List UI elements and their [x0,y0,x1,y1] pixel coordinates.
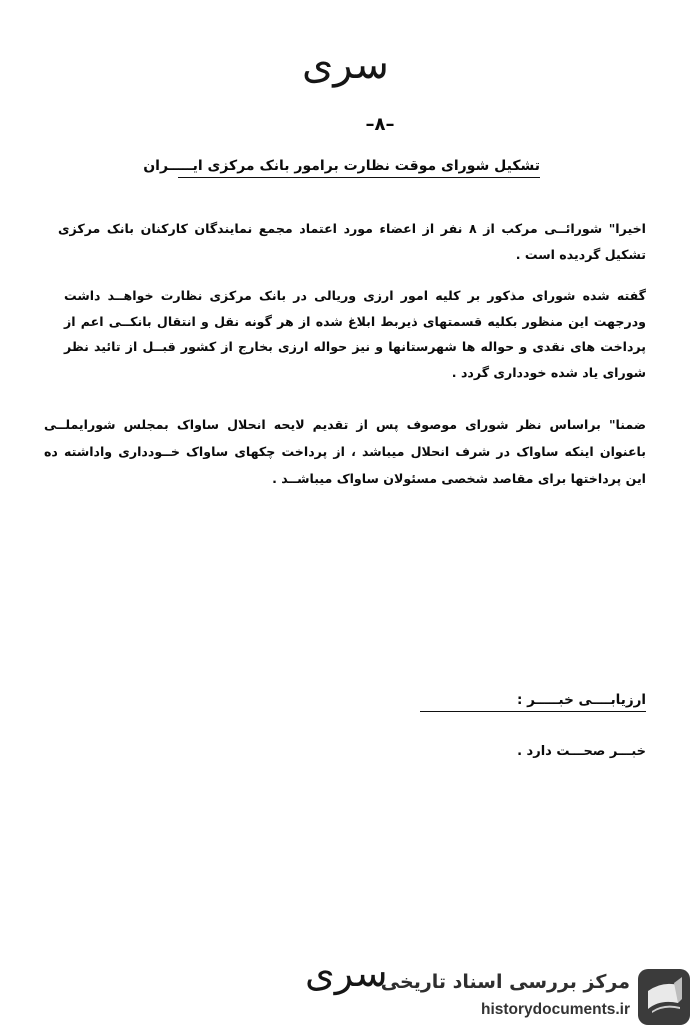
document-subject: تشکیل شورای موقت نظارت برامور بانک مرکزی ایـــــران [178,158,540,178]
book-logo-icon [638,969,690,1025]
assessment-text: خبـــر صحـــت دارد . [517,744,646,759]
archive-website: historydocuments.ir [481,1001,630,1018]
classification-stamp-top: سری [302,42,389,88]
paragraph-1: اخیرا" شورائــی مرکب از ۸ نفر از اعضاء مورد اعتماد مجمع نمایندگان کارکنان بانک مرکزی تشکیل گردیده است . [58,221,646,262]
archive-organization-name: مرکز بررسی اسناد تاریخی [380,971,630,993]
classification-stamp-bottom: سری [305,951,388,995]
archive-watermark [380,965,696,1031]
document-number: –۸– [365,114,395,135]
assessment-label: ارزیابــــی خبـــــر : [420,692,646,712]
paragraph-2: گفته شده شورای مذکور بر کلیه امور ارزی وریالی در بانک مرکزی نظارت خواهــد داشت ودرجهت این منظور بکلیه قسمتهای ذیربط ابلاغ شده از هر گونه نقل و انتقال بانکــی اعم از پرداخت های نقدی و حواله ها شهرستانها و نیز حواله ارزی بخارج از کشور قبــل از تائید نظر شورای یاد شده خودداری گردد . [64,288,646,380]
paragraph-3: ضمنا" براساس نظر شورای موصوف پس از تقدیم لایحه انحلال ساواک بمجلس شورایملــی باعنوان اینکه ساواک در شرف انحلال میباشد ، از پرداخت چکهای ساواک خــودداری واداشته ده این پرداختها برای مقاصد شخصی مسئولان ساواک میباشــد . [44,417,646,486]
